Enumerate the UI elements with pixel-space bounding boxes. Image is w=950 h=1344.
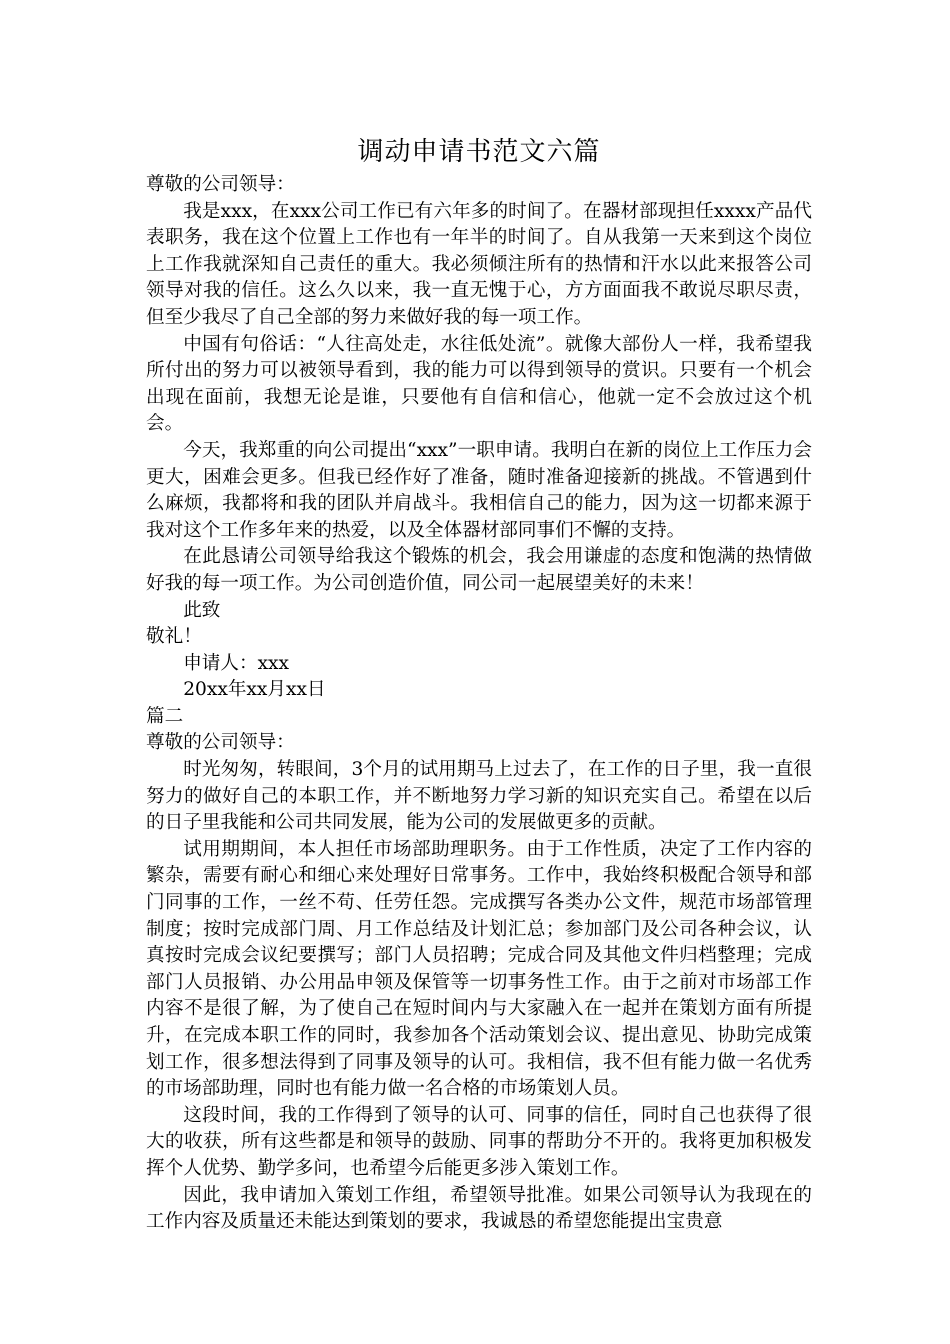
paragraph: 我是xxx，在xxx公司工作已有六年多的时间了。在器材部现担任xxxx产品代表职务，我在这个位置上工作也有一年半的时间了。自从我第一天来到这个岗位上工作我就深知自己责任的重大。我必须倾注所有的热情和汗水以此来报答公司领导对我的信任。这么久以来，我一直无愧于心，方方面面我不敢说尽职尽责，但至少我尽了自己全部的努力来做好我的每一项工作。: [146, 200, 812, 328]
paragraph: 因此，我申请加入策划工作组，希望领导批准。如果公司领导认为我现在的工作内容及质量还未能达到策划的要求，我诚恳的希望您能提出宝贵意: [146, 1184, 812, 1233]
paragraph: 今天，我郑重的向公司提出“xxx”一职申请。我明白在新的岗位上工作压力会更大，困难会更多。但我已经作好了准备，随时准备迎接新的挑战。不管遇到什么麻烦，我都将和我的团队并肩战斗。我相信自己的能力，因为这一切都来源于我对这个工作多年来的热爱，以及全体器材部同事们不懈的支持。: [146, 439, 812, 541]
document-title: 调动申请书范文六篇: [357, 137, 601, 167]
paragraph: 时光匆匆，转眼间，3个月的试用期马上过去了，在工作的日子里，我一直很努力的做好自己的本职工作，并不断地努力学习新的知识充实自己。希望在以后的日子里我能和公司共同发展，能为公司的发展做更多的贡献。: [146, 759, 812, 834]
document-page: [146, 128, 812, 1236]
applicant-signature: 申请人：xxx: [183, 652, 290, 674]
salutation: 尊敬的公司领导：: [146, 174, 295, 195]
paragraph: 中国有句俗话：“人往高处走，水往低处流”。就像大部份人一样，我希望我所付出的努力可以被领导看到，我的能力可以得到领导的赏识。只要有一个机会出现在面前，我想无论是谁，只要他有自信和信心，他就一定不会放过这个机会。: [146, 333, 812, 435]
letter-date: 20xx年xx月xx日: [183, 679, 326, 701]
paragraph: 试用期期间，本人担任市场部助理职务。由于工作性质，决定了工作内容的繁杂，需要有耐心和细心来处理好日常事务。工作中，我始终积极配合领导和部门同事的工作，一丝不苟、任劳任怨。完成撰写各类办公文件，规范市场部管理制度；按时完成部门周、月工作总结及计划汇总；参加部门及公司各种会议，认真按时完成会议纪要撰写；部门人员招聘；完成合同及其他文件归档整理；完成部门人员报销、办公用品申领及保管等一切事务性工作。由于之前对市场部工作内容不是很了解，为了使自己在短时间内与大家融入在一起并在策划方面有所提升，在完成本职工作的同时，我参加各个活动策划会议、提出意见、协助完成策划工作，很多想法得到了同事及领导的认可。我相信，我不但有能力做一名优秀的市场部助理，同时也有能力做一名合格的市场策划人员。: [146, 838, 812, 1100]
closing-phrase: 此致: [183, 599, 221, 621]
paragraph: 这段时间，我的工作得到了领导的认可、同事的信任，同时自己也获得了很大的收获，所有这些都是和领导的鼓励、同事的帮助分不开的。我将更加积极发挥个人优势、勤学多问，也希望今后能更多涉入策划工作。: [146, 1104, 812, 1179]
paragraph: 在此恳请公司领导给我这个锻炼的机会，我会用谦虚的态度和饱满的热情做好我的每一项工作。为公司创造价值，同公司一起展望美好的未来！: [146, 546, 812, 594]
salutation: 尊敬的公司领导：: [146, 732, 295, 754]
closing-salute: 敬礼！: [146, 626, 202, 648]
section-heading: 篇二: [146, 705, 184, 727]
